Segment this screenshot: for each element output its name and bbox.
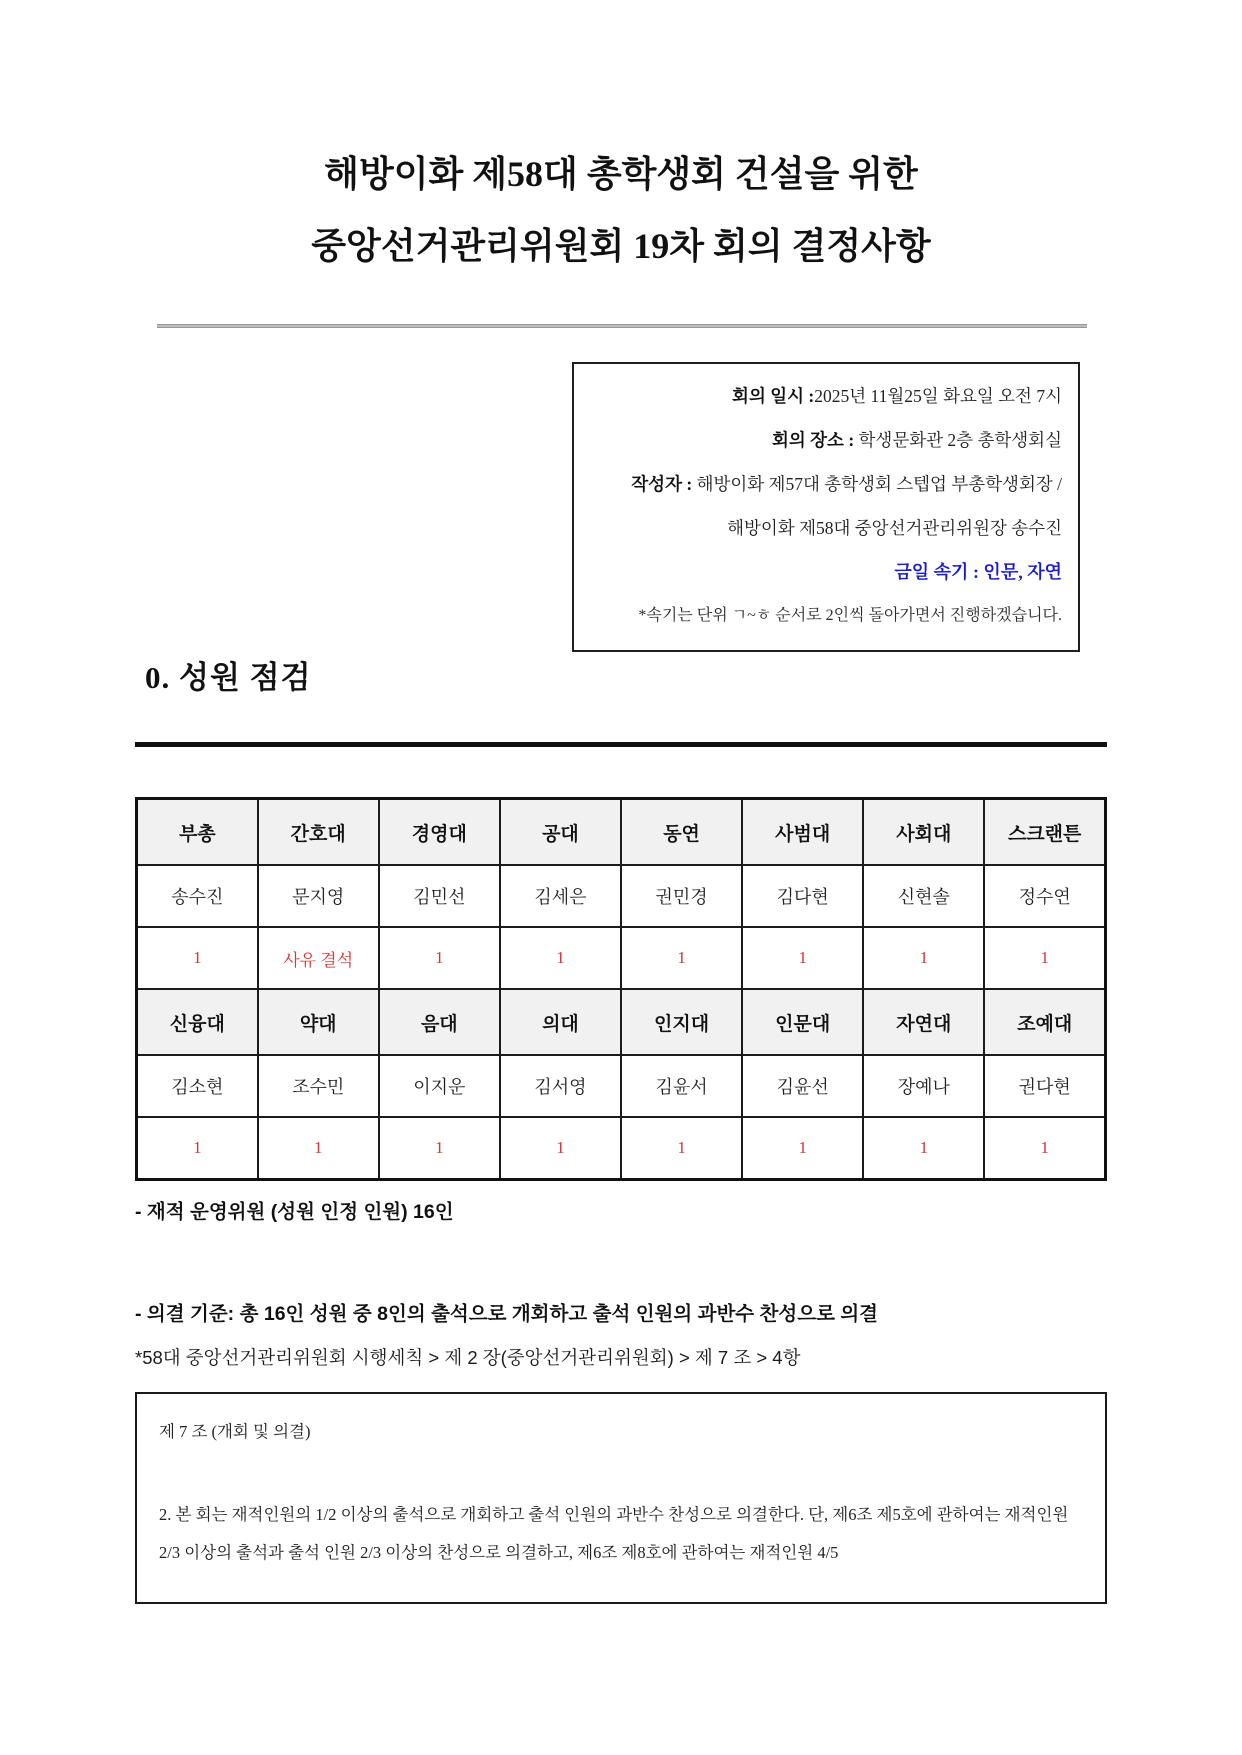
document-title-line2: 중앙선거관리위원회 19차 회의 결정사항 <box>311 226 931 266</box>
meeting-location-value: 학생문화관 2층 총학생회실 <box>858 430 1062 450</box>
attendance-status-cell: 1 <box>258 1117 379 1180</box>
college-header-cell: 사회대 <box>863 799 984 866</box>
document-title-line1: 해방이화 제58대 총학생회 건설을 위한 <box>324 154 918 194</box>
meeting-author-label: 작성자 : <box>631 474 693 494</box>
college-header-cell: 공대 <box>500 799 621 866</box>
college-header-cell: 의대 <box>500 989 621 1055</box>
stenography-today-line: 금일 속기 : 인문, 자연 <box>894 562 1062 582</box>
document-title <box>0 138 1242 282</box>
member-name-cell: 조수민 <box>258 1055 379 1117</box>
meeting-info-box <box>572 362 1080 652</box>
member-name-cell: 이지운 <box>379 1055 500 1117</box>
attendance-name-row <box>137 1055 1106 1117</box>
member-name-cell: 김민선 <box>379 865 500 927</box>
member-name-cell: 김다현 <box>742 865 863 927</box>
college-header-cell: 사범대 <box>742 799 863 866</box>
attendance-status-cell: 1 <box>742 1117 863 1180</box>
member-name-cell: 김윤서 <box>621 1055 742 1117</box>
title-divider <box>157 324 1087 328</box>
college-header-cell: 자연대 <box>863 989 984 1055</box>
college-header-cell: 음대 <box>379 989 500 1055</box>
attendance-status-cell: 사유 결석 <box>258 927 379 989</box>
article-quote-box <box>135 1392 1107 1604</box>
meeting-datetime-label: 회의 일시 : <box>732 386 815 406</box>
attendance-status-cell: 1 <box>137 1117 258 1180</box>
member-name-cell: 신현솔 <box>863 865 984 927</box>
meeting-author-line1 <box>590 462 1062 506</box>
meeting-location-line <box>590 418 1062 462</box>
member-name-cell: 문지영 <box>258 865 379 927</box>
article-body: 2. 본 회는 재적인원의 1/2 이상의 출석으로 개회하고 출석 인원의 과반수 찬성으로 의결한다. 단, 제6조 제5호에 관하여는 재적인원 2/3 이상의 출석과 출석 인원 2/3 이상의 찬성으로 의결하고, 제6조 제8호에 관하여는 재적인원 4/5 <box>159 1505 1069 1562</box>
college-header-cell: 약대 <box>258 989 379 1055</box>
member-name-cell: 장예나 <box>863 1055 984 1117</box>
meeting-location-label: 회의 장소 : <box>771 430 855 450</box>
member-name-cell: 김서영 <box>500 1055 621 1117</box>
member-name-cell: 김세은 <box>500 865 621 927</box>
meeting-datetime-line <box>590 374 1062 418</box>
college-header-cell: 인문대 <box>742 989 863 1055</box>
attendance-header-row <box>137 799 1106 866</box>
college-header-cell: 조예대 <box>984 989 1105 1055</box>
member-name-cell: 권다현 <box>984 1055 1105 1117</box>
college-header-cell: 부총 <box>137 799 258 866</box>
college-header-cell: 스크랜튼 <box>984 799 1105 866</box>
member-name-cell: 송수진 <box>137 865 258 927</box>
college-header-cell: 신융대 <box>137 989 258 1055</box>
college-header-cell: 동연 <box>621 799 742 866</box>
attendance-status-cell: 1 <box>137 927 258 989</box>
stenography-note-line: *속기는 단위 ㄱ~ㅎ 순서로 2인씩 돌아가면서 진행하겠습니다. <box>638 607 1062 624</box>
member-name-cell: 김소현 <box>137 1055 258 1117</box>
quorum-members-note: - 재적 운영위원 (성원 인정 인원) 16인 <box>135 1201 454 1223</box>
attendance-status-row <box>137 927 1106 989</box>
attendance-status-cell: 1 <box>863 1117 984 1180</box>
attendance-status-cell: 1 <box>500 927 621 989</box>
rule-reference-note: *58대 중앙선거관리위원회 시행세칙 > 제 2 장(중앙선거관리위원회) > 제 7 조 > 4항 <box>135 1347 801 1368</box>
meeting-datetime-value: 2025년 11월25일 화요일 오전 7시 <box>814 386 1062 406</box>
attendance-status-cell: 1 <box>742 927 863 989</box>
member-name-cell: 김윤선 <box>742 1055 863 1117</box>
meeting-author-value-line1: 해방이화 제57대 총학생회 스텝업 부총학생회장 / <box>696 474 1062 494</box>
member-name-cell: 정수연 <box>984 865 1105 927</box>
meeting-author-line2: 해방이화 제58대 중앙선거관리위원장 송수진 <box>727 518 1062 538</box>
college-header-cell: 경영대 <box>379 799 500 866</box>
section-heading-rule <box>135 742 1107 747</box>
attendance-status-cell: 1 <box>984 1117 1105 1180</box>
attendance-status-cell: 1 <box>500 1117 621 1180</box>
attendance-status-cell: 1 <box>379 927 500 989</box>
member-name-cell: 권민경 <box>621 865 742 927</box>
vote-rule-note: - 의결 기준: 총 16인 성원 중 8인의 출석으로 개회하고 출석 인원의 과반수 찬성으로 의결 <box>135 1303 878 1325</box>
section-heading: 0. 성원 점검 <box>145 660 312 695</box>
attendance-name-row <box>137 865 1106 927</box>
college-header-cell: 인지대 <box>621 989 742 1055</box>
college-header-cell: 간호대 <box>258 799 379 866</box>
attendance-status-row <box>137 1117 1106 1180</box>
article-title: 제 7 조 (개회 및 의결) <box>159 1422 311 1441</box>
attendance-status-cell: 1 <box>621 1117 742 1180</box>
attendance-status-cell: 1 <box>379 1117 500 1180</box>
attendance-status-cell: 1 <box>984 927 1105 989</box>
attendance-table <box>135 797 1107 1181</box>
attendance-header-row <box>137 989 1106 1055</box>
attendance-status-cell: 1 <box>621 927 742 989</box>
attendance-status-cell: 1 <box>863 927 984 989</box>
